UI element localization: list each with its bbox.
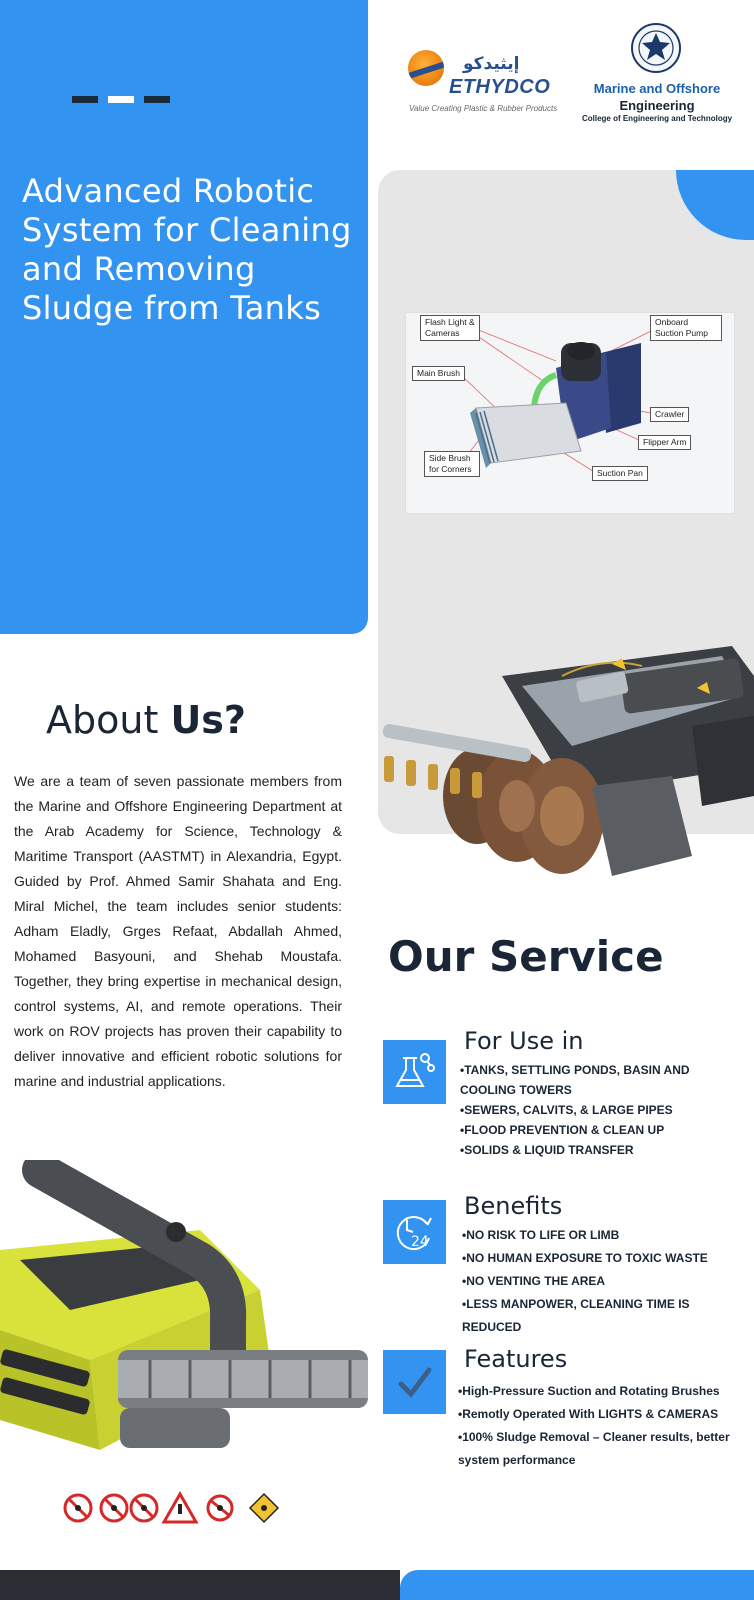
list-item: •100% Sludge Removal – Cleaner results, better system performance (458, 1430, 730, 1467)
features-list (458, 1380, 738, 1472)
list-item: •SEWERS, CALVITS, & LARGE PIPES (460, 1103, 673, 1117)
department-line-1: Marine and Offshore (593, 81, 721, 96)
for-use-list (460, 1060, 740, 1160)
checkmark-icon-box (383, 1350, 446, 1414)
yellow-crawler-robot-image (0, 1160, 372, 1480)
footer-blue-band (400, 1570, 754, 1600)
diagram-label-flipper-arm: Flipper Arm (638, 435, 691, 450)
list-item: •SOLIDS & LIQUID TRANSFER (460, 1143, 634, 1157)
list-item: •NO RISK TO LIFE OR LIMB (462, 1228, 620, 1242)
features-heading: Features (464, 1345, 568, 1373)
service-title-regular: Our (388, 932, 489, 981)
ethydco-name: ETHYDCO (449, 76, 551, 98)
college-name: College of Engineering and Technology (581, 114, 733, 123)
department-name (572, 80, 742, 114)
list-item: •NO VENTING THE AREA (462, 1274, 606, 1288)
checkmark-icon (383, 1350, 446, 1414)
robot-diagram (405, 312, 735, 514)
tank-cleaning-robot-image (372, 636, 754, 896)
blue-corner-accent (676, 170, 754, 240)
flask-icon-box (383, 1040, 446, 1104)
ethydco-tagline: Value Creating Plastic & Rubber Products (409, 104, 558, 113)
safety-warning-icons (62, 1490, 288, 1530)
about-title (46, 698, 246, 742)
list-item: •TANKS, SETTLING PONDS, BASIN AND COOLING TOWERS (460, 1063, 690, 1097)
list-item: •LESS MANPOWER, CLEANING TIME IS REDUCED (462, 1297, 690, 1334)
academy-seal-icon (630, 22, 682, 74)
dash-decoration (72, 96, 172, 104)
clock-24-icon (383, 1200, 446, 1264)
diagram-label-suction-pump: Onboard Suction Pump (650, 315, 722, 341)
service-title-bold: Service (488, 932, 664, 981)
department-line-2: Engineering (619, 98, 695, 113)
diagram-label-crawler: Crawler (650, 407, 689, 422)
svg-text:24: 24 (411, 1234, 429, 1250)
diagram-label-flash-light: Flash Light & Cameras (420, 315, 480, 341)
ethydco-logo (405, 48, 563, 120)
clock-icon-box (383, 1200, 446, 1264)
about-title-bold: Us? (170, 698, 246, 742)
about-title-regular: About (46, 698, 171, 742)
flask-icon (383, 1040, 446, 1104)
hero-title: Advanced Robotic System for Cleaning and Removing Sludge from Tanks (22, 172, 352, 327)
benefits-heading: Benefits (464, 1192, 563, 1220)
ethydco-globe-icon (408, 50, 444, 86)
hero-panel (0, 0, 368, 634)
list-item: •Remotly Operated With LIGHTS & CAMERAS (458, 1407, 719, 1421)
ethydco-arabic-name: إيثيدكو (463, 54, 520, 74)
service-title (388, 932, 664, 981)
footer-dark-band (0, 1570, 400, 1600)
diagram-label-suction-pan: Suction Pan (592, 466, 648, 481)
benefits-list (462, 1224, 746, 1339)
diagram-label-main-brush: Main Brush (412, 366, 465, 381)
list-item: •High-Pressure Suction and Rotating Brushes (458, 1384, 720, 1398)
list-item: •FLOOD PREVENTION & CLEAN UP (460, 1123, 665, 1137)
for-use-heading: For Use in (464, 1027, 584, 1055)
list-item: •NO HUMAN EXPOSURE TO TOXIC WASTE (462, 1251, 708, 1265)
about-text: We are a team of seven passionate members from the Marine and Offshore Engineering Department at the Arab Academy for Science, Technology & Maritime Transport (AASTMT) in Alexandria, Egypt. Guided by Prof. Ahmed Samir Shahata and Eng. Miral Michel, the team includes senior students: Adham Eladly, Grges Refaat, Abdallah Ahmed, Mohamed Basyouni, and Shehab Moustafa. Together, they bring expertise in mechanical design, control systems, AI, and remote operations. Their work on ROV projects has proven their capability to deliver innovative and efficient robotic solutions for marine and industrial applications. (14, 773, 342, 1089)
diagram-label-side-brush: Side Brush for Corners (424, 451, 480, 477)
